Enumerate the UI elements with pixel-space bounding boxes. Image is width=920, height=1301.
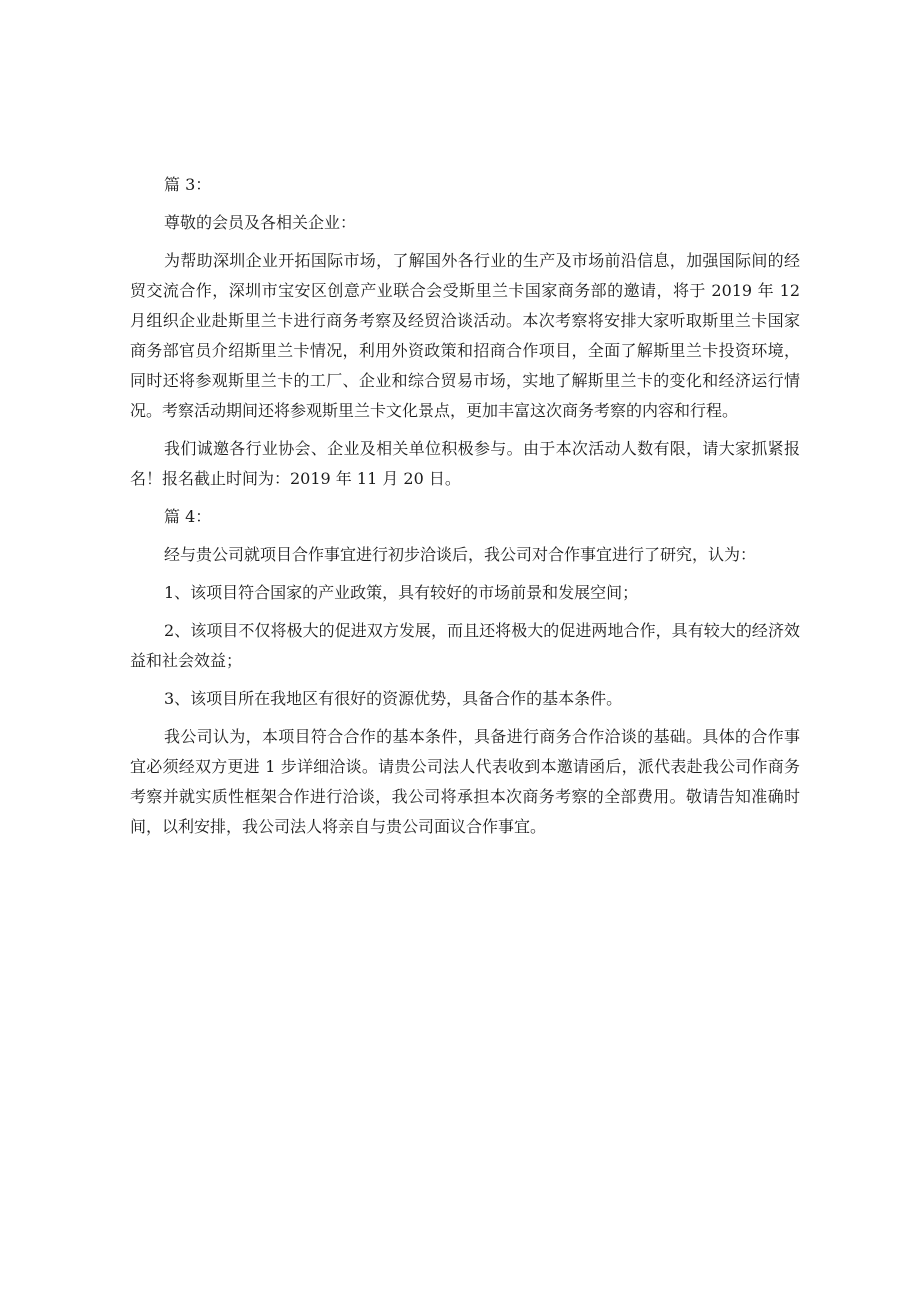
- list-item-1: 1、该项目符合国家的产业政策，具有较好的市场前景和发展空间；: [164, 583, 639, 602]
- salutation: 尊敬的会员及各相关企业：: [164, 213, 357, 232]
- section-heading-3: 篇 3：: [164, 175, 212, 194]
- list-item-2: 2、该项目不仅将极大的促进双方发展，而且还将极大的促进两地合作，具有较大的经济效益和社会效益；: [130, 621, 800, 670]
- document-body: [130, 170, 800, 850]
- invitation-paragraph: 为帮助深圳企业开拓国际市场，了解国外各行业的生产及市场前沿信息，加强国际间的经贸交流合作，深圳市宝安区创意产业联合会受斯里兰卡国家商务部的邀请，将于 2019 年 12 月组织企业赴斯里兰卡进行商务考察及经贸洽谈活动。本次考察将安排大家听取斯里兰卡国家商务部官员介绍斯里兰卡情况，利用外资政策和招商合作项目，全面了解斯里兰卡投资环境，同时还将参观斯里兰卡的工厂、企业和综合贸易市场，实地了解斯里兰卡的变化和经济运行情况。考察活动期间还将参观斯里兰卡文化景点，更加丰富这次商务考察的内容和行程。: [130, 251, 800, 420]
- list-item-3: 3、该项目所在我地区有很好的资源优势，具备合作的基本条件。: [164, 689, 623, 708]
- section-heading-4: 篇 4：: [164, 507, 212, 526]
- registration-paragraph: 我们诚邀各行业协会、企业及相关单位积极参与。由于本次活动人数有限，请大家抓紧报名！报名截止时间为：2019 年 11 月 20 日。: [130, 439, 800, 488]
- closing-paragraph: 我公司认为，本项目符合合作的基本条件，具备进行商务合作洽谈的基础。具体的合作事宜必须经双方更进 1 步详细洽谈。请贵公司法人代表收到本邀请函后，派代表赴我公司作商务考察并就实质性框架合作进行洽谈，我公司将承担本次商务考察的全部费用。敬请告知准确时间，以利安排，我公司法人将亲自与贵公司面议合作事宜。: [130, 727, 800, 836]
- intro-paragraph: 经与贵公司就项目合作事宜进行初步洽谈后，我公司对合作事宜进行了研究，认为：: [164, 545, 757, 564]
